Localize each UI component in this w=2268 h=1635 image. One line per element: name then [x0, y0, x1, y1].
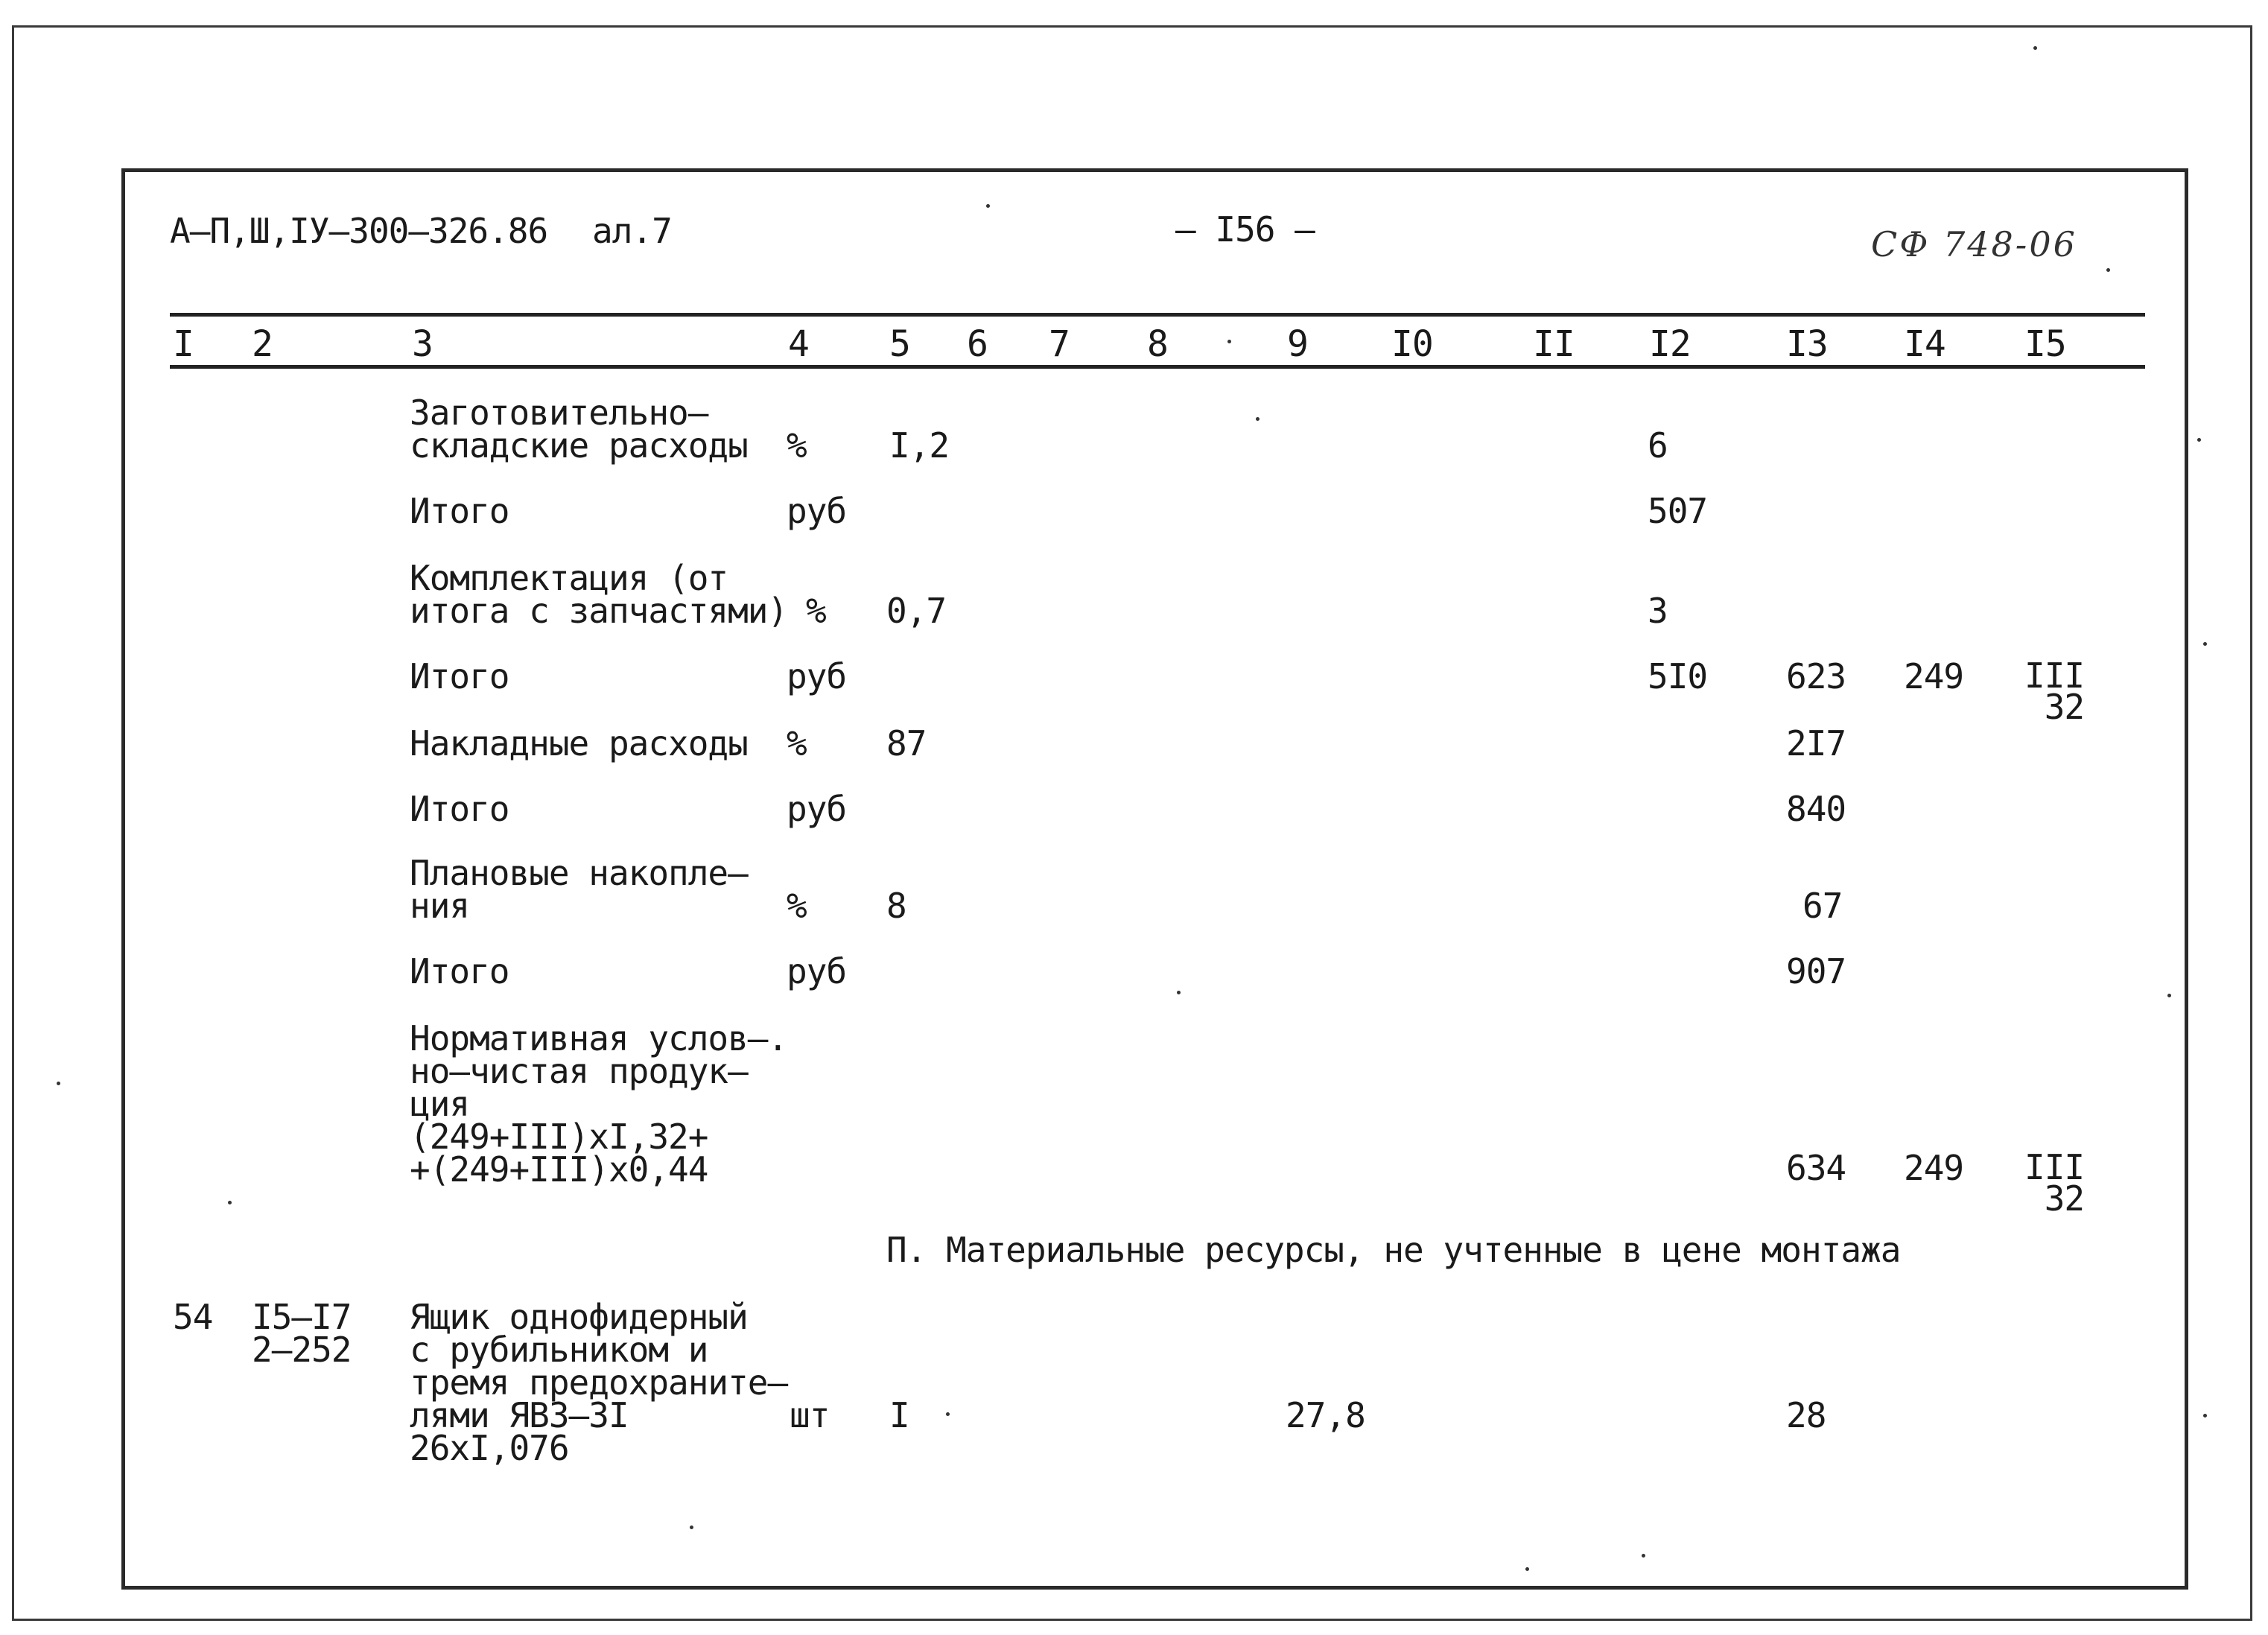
scan-speck — [2203, 1414, 2207, 1417]
item-col13: 28 — [1786, 1395, 1826, 1435]
column-header-7: 7 — [1049, 323, 1070, 365]
row-col13: 623 — [1786, 656, 1846, 696]
row-description: Итого — [410, 951, 509, 991]
scan-speck — [1525, 1567, 1529, 1571]
scan-speck — [1177, 991, 1181, 994]
scan-speck — [1256, 417, 1260, 421]
scan-speck — [2203, 642, 2207, 646]
scan-speck — [57, 1082, 60, 1085]
column-header-13: I3 — [1786, 323, 1828, 365]
scan-speck — [228, 1201, 232, 1204]
column-header-1: I — [173, 323, 194, 365]
row-unit: % — [787, 723, 807, 763]
row-description: Итого — [410, 491, 509, 531]
header-top-rule — [170, 313, 2145, 317]
page-number: – I56 – — [1175, 209, 1315, 250]
column-header-6: 6 — [967, 323, 988, 365]
scan-speck — [2167, 994, 2171, 997]
row-col12: 507 — [1648, 491, 1708, 531]
row-unit: руб — [787, 491, 847, 531]
column-header-9: 9 — [1287, 323, 1308, 365]
row-unit: руб — [787, 656, 847, 696]
column-header-4: 4 — [788, 323, 809, 365]
scan-speck — [946, 1412, 950, 1416]
column-header-11: II — [1533, 323, 1575, 365]
item-number: 54 — [173, 1297, 213, 1337]
scan-speck — [2033, 46, 2037, 50]
row-description: Нормативная услов–. но–чистая продук– ция (249+III)xI,32+ +(249+III)x0,44 — [410, 1018, 788, 1190]
row-rate: I,2 — [889, 425, 950, 466]
column-header-2: 2 — [252, 323, 273, 365]
column-header-12: I2 — [1649, 323, 1691, 365]
column-header-14: I4 — [1904, 323, 1945, 365]
row-unit: % — [806, 591, 826, 631]
row-unit: руб — [787, 789, 847, 829]
scan-speck — [2197, 438, 2201, 442]
column-header-10: I0 — [1391, 323, 1433, 365]
row-description: Заготовительно– складские расходы — [410, 393, 748, 466]
row-col12: 3 — [1648, 591, 1668, 631]
row-rate: 87 — [886, 723, 927, 763]
item-col9: 27,8 — [1286, 1395, 1365, 1435]
row-description: Итого — [410, 789, 509, 829]
document-code: А–П,Ш,IУ–300–326.86 — [170, 211, 548, 251]
column-header-8: 8 — [1147, 323, 1168, 365]
item-quantity: I — [889, 1395, 909, 1435]
row-col13: 907 — [1786, 951, 1846, 991]
row-col13: 840 — [1786, 789, 1846, 829]
item-description: Ящик однофидерный с рубильником и тремя предохраните– лями ЯВЗ–3I 26xI,076 — [410, 1297, 788, 1468]
row-description: Накладные расходы — [410, 723, 748, 763]
scan-speck — [2106, 268, 2110, 272]
column-header-3: 3 — [412, 323, 433, 365]
row-col13: 67 — [1802, 886, 1843, 926]
row-col12: 5I0 — [1648, 656, 1708, 696]
scan-speck — [690, 1526, 693, 1529]
header-bottom-rule — [170, 365, 2145, 369]
sheet-label: ал.7 — [592, 211, 672, 251]
column-header-15: I5 — [2024, 323, 2066, 365]
scan-speck — [986, 204, 990, 208]
item-unit: шт — [790, 1395, 830, 1435]
row-description: Плановые накопле– ния — [410, 853, 748, 926]
row-col14: 249 — [1904, 656, 1964, 696]
column-header-5: 5 — [889, 323, 910, 365]
row-unit: руб — [787, 951, 847, 991]
row-description: Комплектация (от итога с запчастями) — [410, 558, 788, 631]
row-rate: 0,7 — [886, 591, 947, 631]
row-col15: III 32 — [2024, 1147, 2085, 1219]
scan-speck — [1642, 1554, 1645, 1558]
row-col15: III 32 — [2024, 655, 2085, 727]
row-col13: 2I7 — [1786, 723, 1846, 763]
row-col13: 634 — [1786, 1148, 1846, 1188]
row-description: Итого — [410, 656, 509, 696]
section-title: П. Материальные ресурсы, не учтенные в цене монтажа — [886, 1230, 1901, 1270]
item-code: I5–I7 2–252 — [252, 1297, 352, 1370]
handwritten-stamp: СФ 748-06 — [1871, 224, 2077, 264]
row-rate: 8 — [886, 886, 906, 926]
row-unit: % — [787, 886, 807, 926]
row-col14: 249 — [1904, 1148, 1964, 1188]
row-col12: 6 — [1648, 425, 1668, 466]
scan-speck — [1227, 340, 1231, 343]
row-unit: % — [787, 425, 807, 466]
